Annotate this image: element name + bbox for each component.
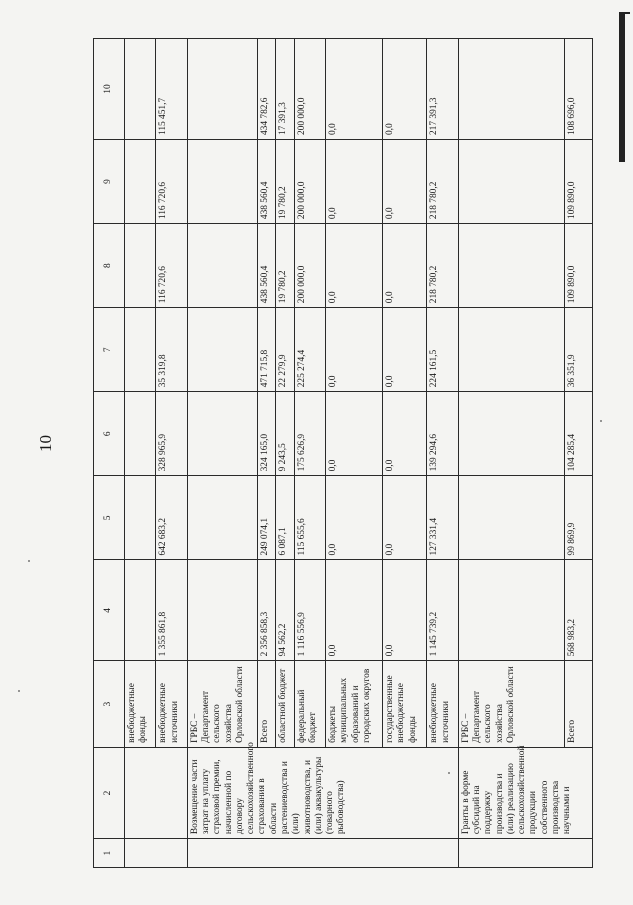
cell-value: [458, 224, 564, 308]
scan-speck: [28, 560, 30, 562]
cell-value: [187, 560, 257, 661]
cell-value: [458, 39, 564, 140]
cell-value: 175 626,9: [294, 392, 325, 476]
cell-value: 17 391,3: [276, 39, 295, 140]
cell-source: внебюджетные фонды: [125, 661, 156, 748]
cell-value: 0,0: [326, 308, 383, 392]
cell-source: федеральный бюджет: [294, 661, 325, 748]
cell-value: 99 869,9: [564, 476, 592, 560]
table-row: [427, 39, 458, 868]
page-number: 10: [36, 435, 55, 452]
cell-source: государственные внебюджетные фонды: [383, 661, 427, 748]
scan-speck: [448, 772, 450, 774]
header-row: [94, 39, 125, 868]
cell-value: 224 161,5: [427, 308, 458, 392]
cell-value: 1 116 556,9: [294, 560, 325, 661]
cell-value: 328 965,9: [156, 392, 187, 476]
col-header: 7: [94, 308, 125, 392]
cell-source: внебюджетные источники: [427, 661, 458, 748]
budget-table: [93, 38, 593, 868]
cell-value: 200 000,0: [294, 39, 325, 140]
cell-value: 116 720,6: [156, 224, 187, 308]
cell-source: Всего: [257, 661, 276, 748]
cell-value: 438 560,4: [257, 224, 276, 308]
cell-value: [187, 476, 257, 560]
col-header: 4: [94, 560, 125, 661]
cell-value: 0,0: [383, 560, 427, 661]
table-row: [257, 39, 276, 868]
cell-value: 218 780,2: [427, 140, 458, 224]
cell-measure: Возмещение части затрат на уплату страховой премии, начисленной по договору сельскохозяйственного страхования в области растениеводства и (или) животноводства, и (или) аквакультуры (товарного рыбоводства): [187, 747, 458, 838]
cell-value: [125, 392, 156, 476]
cell-value: [187, 224, 257, 308]
cell-num: [125, 839, 188, 868]
col-header: 6: [94, 392, 125, 476]
cell-value: 200 000,0: [294, 140, 325, 224]
cell-value: [125, 308, 156, 392]
cell-value: 116 720,6: [156, 140, 187, 224]
table-row: [458, 39, 564, 868]
col-header: 1: [94, 839, 125, 868]
cell-source: Всего: [564, 661, 592, 748]
cell-value: 0,0: [383, 476, 427, 560]
cell-value: [125, 140, 156, 224]
cell-value: 0,0: [326, 39, 383, 140]
table-row: [276, 39, 295, 868]
cell-value: 6 087,1: [276, 476, 295, 560]
table-row: [187, 39, 257, 868]
cell-value: 9 243,5: [276, 392, 295, 476]
cell-source: ГРБС – Департамент сельского хозяйства Орловской области: [187, 661, 257, 748]
cell-value: 217 391,3: [427, 39, 458, 140]
cell-value: 139 294,6: [427, 392, 458, 476]
cell-value: 0,0: [383, 308, 427, 392]
col-header: 9: [94, 140, 125, 224]
cell-value: 104 285,4: [564, 392, 592, 476]
cell-value: [187, 39, 257, 140]
rotated-table-wrapper: [93, 38, 593, 868]
cell-value: 19 780,2: [276, 140, 295, 224]
col-header: 10: [94, 39, 125, 140]
cell-value: 35 319,8: [156, 308, 187, 392]
cell-value: [125, 224, 156, 308]
cell-value: [125, 560, 156, 661]
cell-value: 115 451,7: [156, 39, 187, 140]
table-row: [326, 39, 383, 868]
cell-source: бюджеты муниципальных образований и городских округов: [326, 661, 383, 748]
col-header: 2: [94, 747, 125, 838]
cell-num: [458, 839, 592, 868]
cell-value: [458, 476, 564, 560]
cell-value: 324 165,0: [257, 392, 276, 476]
col-header: 5: [94, 476, 125, 560]
cell-value: 22 279,9: [276, 308, 295, 392]
table-row: [294, 39, 325, 868]
cell-value: 0,0: [383, 39, 427, 140]
cell-value: [187, 308, 257, 392]
cell-value: 200 000,0: [294, 224, 325, 308]
cell-source: внебюджетные источники: [156, 661, 187, 748]
cell-source: ГРБС – Департамент сельского хозяйства Орловской области: [458, 661, 564, 748]
cell-measure: Гранты в форме субсидий на поддержку производства и (или) реализацию сельскохозяйственной продукции собственного производства научными и: [458, 747, 592, 838]
cell-value: 249 074,1: [257, 476, 276, 560]
table-row: [383, 39, 427, 868]
scan-speck: [18, 690, 20, 692]
cell-value: 127 331,4: [427, 476, 458, 560]
table-row: [156, 39, 187, 868]
cell-value: 0,0: [326, 224, 383, 308]
cell-measure: [125, 747, 188, 838]
cell-num: [187, 839, 458, 868]
cell-value: [458, 308, 564, 392]
scan-speck: [600, 420, 602, 422]
cell-value: 218 780,2: [427, 224, 458, 308]
cell-value: 0,0: [326, 476, 383, 560]
cell-value: 225 274,4: [294, 308, 325, 392]
cell-value: 115 655,6: [294, 476, 325, 560]
cell-value: 0,0: [326, 392, 383, 476]
cell-value: [458, 140, 564, 224]
cell-value: 0,0: [326, 140, 383, 224]
scan-edge-tick: [620, 12, 630, 14]
cell-value: 36 351,9: [564, 308, 592, 392]
cell-value: 0,0: [383, 224, 427, 308]
cell-value: 19 780,2: [276, 224, 295, 308]
cell-value: 0,0: [326, 560, 383, 661]
cell-value: 438 560,4: [257, 140, 276, 224]
cell-value: [125, 39, 156, 140]
scan-edge-mark: [619, 12, 625, 162]
col-header: 3: [94, 661, 125, 748]
cell-value: [458, 392, 564, 476]
cell-value: [125, 476, 156, 560]
cell-value: 94 562,2: [276, 560, 295, 661]
cell-value: 1 355 861,8: [156, 560, 187, 661]
cell-value: 108 696,0: [564, 39, 592, 140]
cell-value: [458, 560, 564, 661]
cell-value: 109 890,0: [564, 140, 592, 224]
cell-value: 434 782,6: [257, 39, 276, 140]
cell-value: 0,0: [383, 392, 427, 476]
cell-value: [187, 392, 257, 476]
col-header: 8: [94, 224, 125, 308]
cell-value: 109 890,0: [564, 224, 592, 308]
table-row: [564, 39, 592, 868]
cell-value: 471 715,8: [257, 308, 276, 392]
cell-value: 0,0: [383, 140, 427, 224]
cell-value: 2 356 858,3: [257, 560, 276, 661]
cell-value: 642 683,2: [156, 476, 187, 560]
cell-value: 1 145 739,2: [427, 560, 458, 661]
cell-source: областной бюджет: [276, 661, 295, 748]
cell-value: 568 983,2: [564, 560, 592, 661]
cell-value: [187, 140, 257, 224]
table-row: [125, 39, 156, 868]
